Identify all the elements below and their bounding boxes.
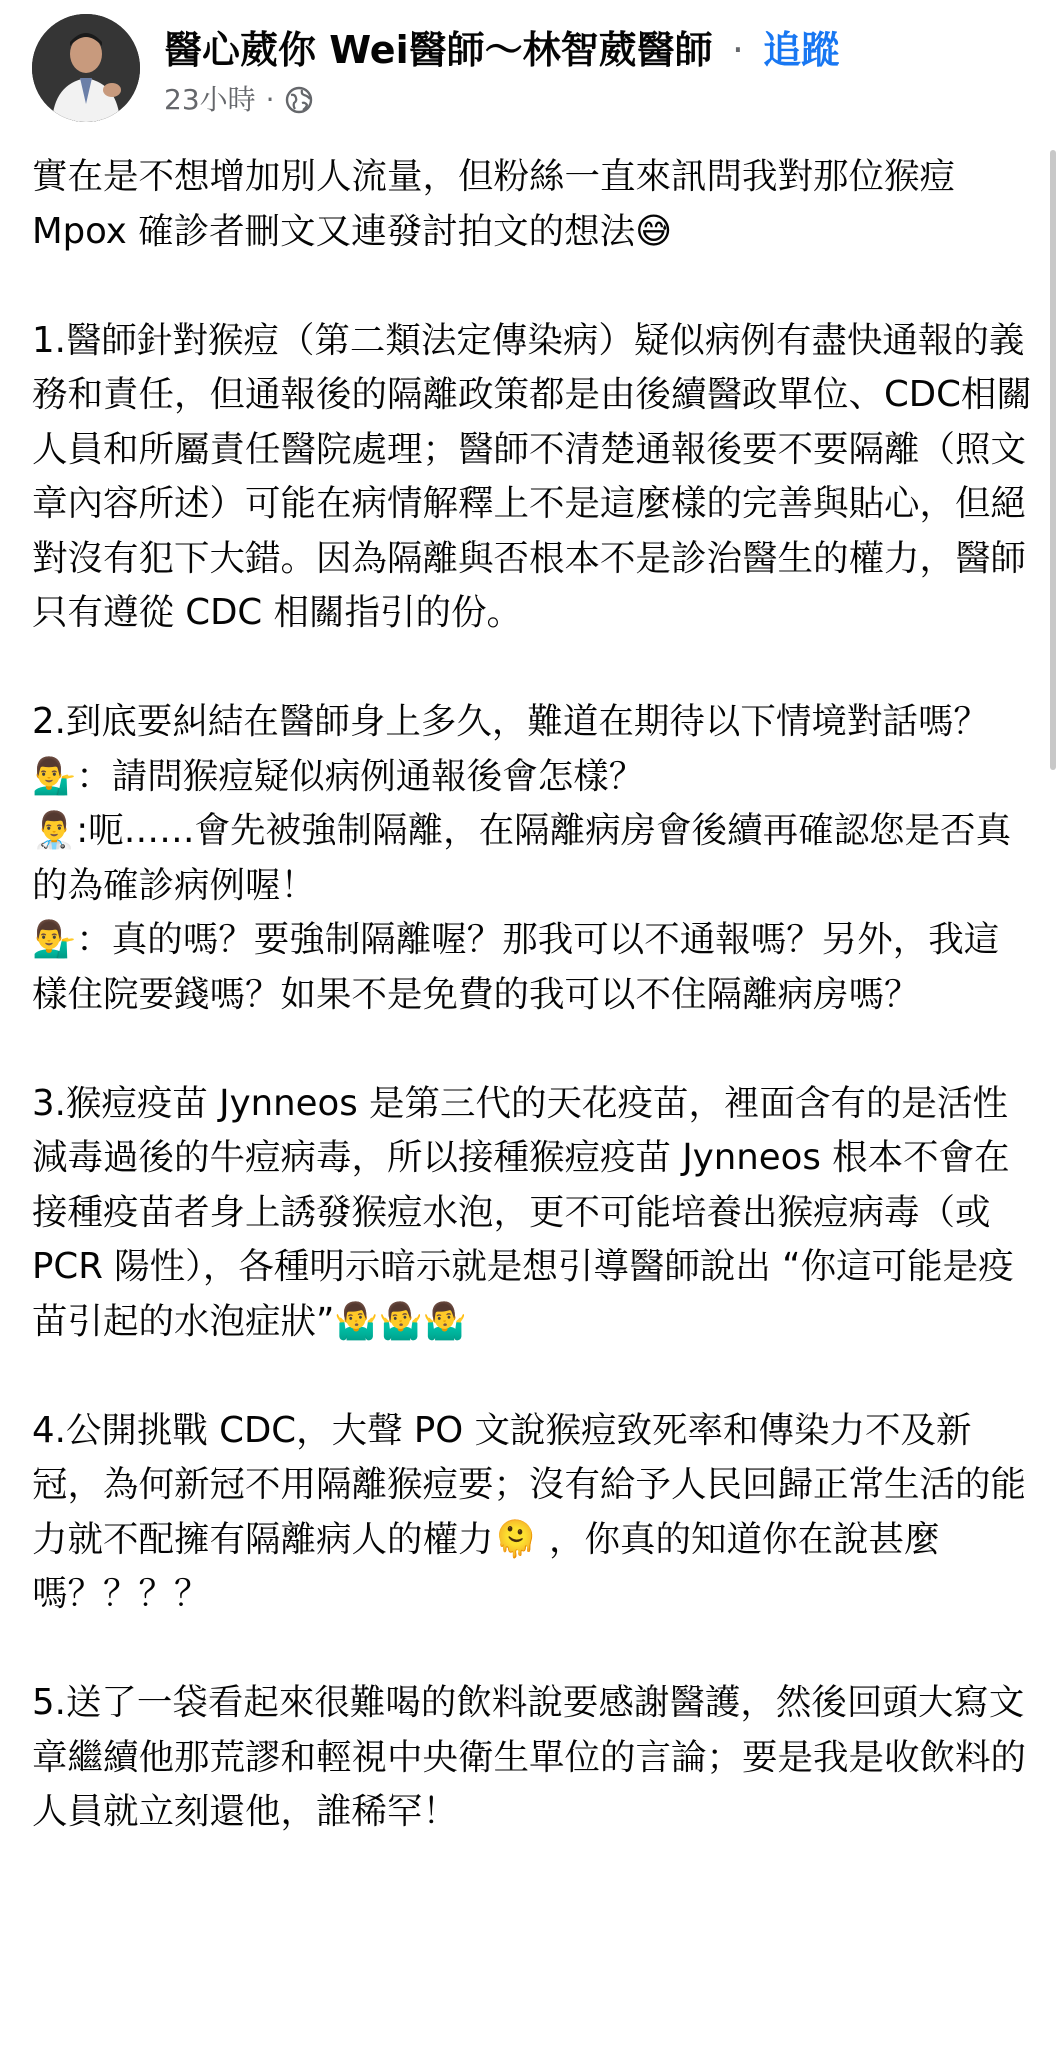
post-point-4: 4.公開挑戰 CDC，大聲 PO 文說猴痘致死率和傳染力不及新冠，為何新冠不用隔離猴痘要；沒有給予人民回歸正常生活的能力就不配擁有隔離病人的權力🫠 ，你真的知道你在說甚麼嗎？？？？	[32, 1409, 1027, 1614]
globe-icon	[285, 86, 313, 114]
post-point-1: 1.醫師針對猴痘（第二類法定傳染病）疑似病例有盡快通報的義務和責任，但通報後的隔離政策都是由後續醫政單位、CDC相關人員和所屬責任醫院處理；醫師不清楚通報後要不要隔離（照文章內容所述）可能在病情解釋上不是這麼樣的完善與貼心，但絕對沒有犯下大錯。因為隔離與否根本不是診治醫生的權力，醫師只有遵從 CDC 相關指引的份。	[32, 319, 1032, 633]
post-point-5: 5.送了一袋看起來很難喝的飲料說要感謝醫護，然後回頭大寫文章繼續他那荒謬和輕視中央衛生單位的言論；要是我是收飲料的人員就立刻還他，誰稀罕！	[32, 1682, 1027, 1832]
name-row	[164, 26, 1024, 74]
post-point-3: 3.猴痘疫苗 Jynneos 是第三代的天花疫苗，裡面含有的是活性減毒過後的牛痘病毒，所以接種猴痘疫苗 Jynneos 根本不會在接種疫苗者身上誘發猴痘水泡，更不可能培養出猴痘病毒（或 PCR 陽性），各種明示暗示就是想引導醫師說出 “你這可能是疫苗引起的水泡症狀”🤷‍♂️🤷‍♂️🤷‍♂️	[32, 1082, 1014, 1342]
post-point-2-intro: 2.到底要糾結在醫師身上多久，難道在期待以下情境對話嗎？	[32, 701, 989, 742]
author-name[interactable]: 醫心葳你 Wei醫師～林智葳醫師	[164, 28, 713, 72]
meta-separator-dot: ·	[265, 83, 275, 116]
dialog-line-doctor: 👨‍⚕️:呃……會先被強制隔離，在隔離病房會後續再確認您是否真的為確診病例喔！	[32, 810, 1012, 906]
avatar[interactable]	[32, 14, 140, 122]
paragraph-gap	[32, 1622, 1032, 1677]
post-intro: 實在是不想增加別人流量，但粉絲一直來訊問我對那位猴痘 Mpox 確診者刪文又連發討拍文的想法😅	[32, 156, 956, 252]
scrollbar[interactable]	[1050, 150, 1056, 770]
post-header	[32, 14, 1032, 124]
meta-row	[164, 82, 1024, 118]
separator-dot: ·	[731, 28, 744, 72]
dialog-line-patient-2: 💁‍♂️：真的嗎？要強制隔離喔？那我可以不通報嗎？另外，我這樣住院要錢嗎？如果不是免費的我可以不住隔離病房嗎？	[32, 919, 1000, 1015]
paragraph-gap	[32, 1022, 1032, 1077]
dialog-line-patient-1: 💁‍♂️：請問猴痘疑似病例通報後會怎樣？	[32, 755, 645, 797]
header-text	[164, 26, 1024, 118]
paragraph-gap	[32, 259, 1032, 314]
follow-button[interactable]: 追蹤	[763, 28, 840, 72]
post-body	[32, 150, 1032, 1840]
timestamp[interactable]: 23小時	[164, 83, 256, 116]
paragraph-gap	[32, 1349, 1032, 1404]
paragraph-gap	[32, 641, 1032, 696]
